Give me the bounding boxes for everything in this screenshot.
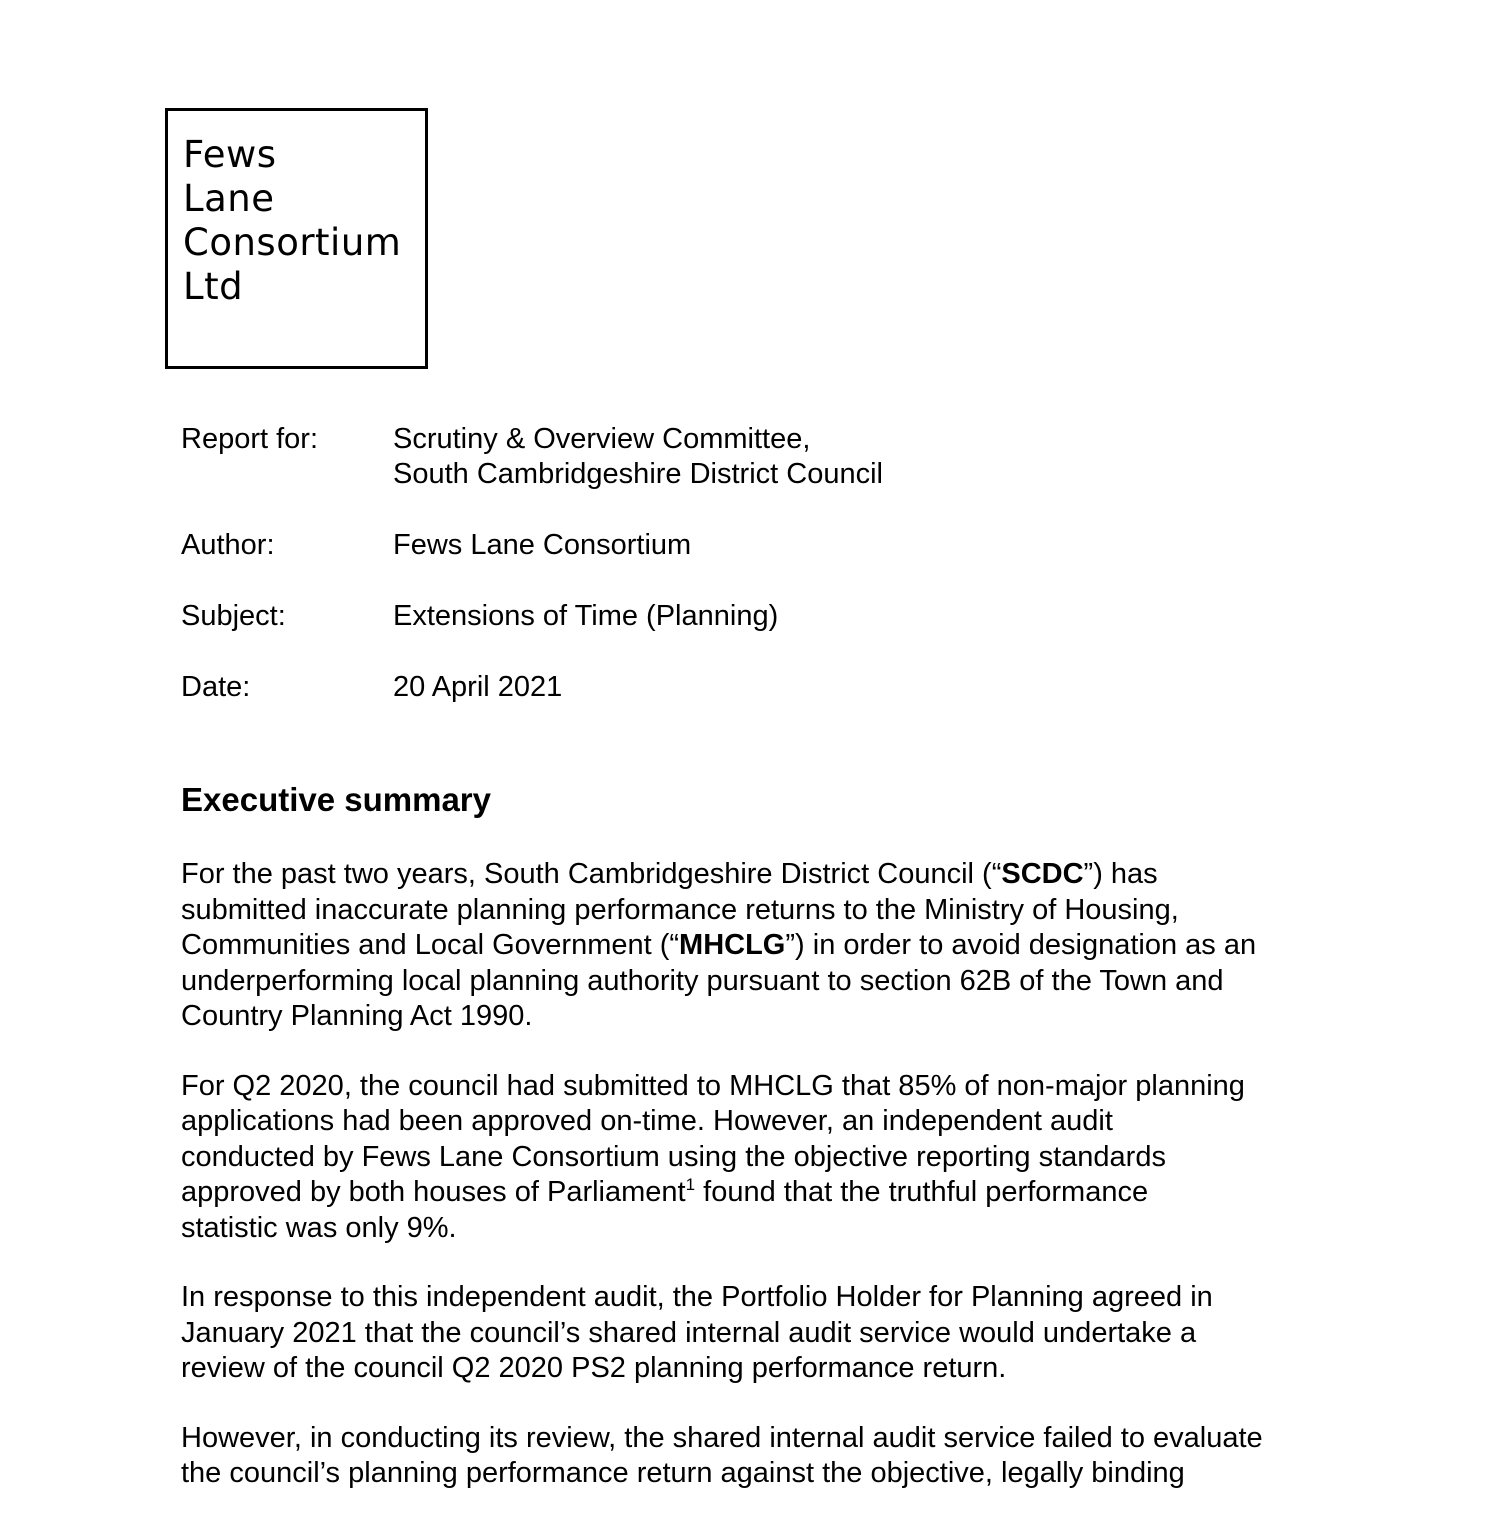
paragraph-1-line-5: Country Planning Act 1990.: [181, 1000, 533, 1032]
executive-summary-heading: Executive summary: [181, 781, 492, 818]
text-span: For the past two years, South Cambridgeshire District Council (“: [181, 858, 1002, 890]
report-for-value-line-2: South Cambridgeshire District Council: [393, 458, 883, 490]
meta-row-subject: [181, 599, 883, 634]
paragraph-4-line-1: However, in conducting its review, the shared internal audit service failed to evaluate: [181, 1421, 1263, 1454]
text-span: ”) has: [1083, 858, 1158, 890]
paragraph-2-line-3: conducted by Fews Lane Consortium using the objective reporting standards: [181, 1140, 1166, 1173]
paragraph-3: [181, 1280, 1341, 1387]
paragraph-2: [181, 1069, 1341, 1247]
paragraph-4: [181, 1421, 1341, 1492]
author-label: Author:: [181, 529, 275, 561]
paragraph-3-line-3: review of the council Q2 2020 PS2 planning performance return.: [181, 1352, 1007, 1384]
scdc-abbreviation: SCDC: [1001, 858, 1084, 890]
date-label: Date:: [181, 671, 251, 703]
text-span: ”) in order to avoid designation as an: [785, 929, 1257, 961]
paragraph-1-line-2: submitted inaccurate planning performance returns to the Ministry of Housing,: [181, 893, 1179, 926]
paragraph-4-line-2: the council’s planning performance return against the objective, legally binding: [181, 1457, 1185, 1489]
executive-summary-body: [181, 857, 1341, 1526]
consortium-logo-box: [165, 108, 428, 369]
report-for-value-line-1: Scrutiny & Overview Committee,: [393, 423, 811, 455]
author-value: Fews Lane Consortium: [393, 529, 692, 561]
paragraph-2-line-1: For Q2 2020, the council had submitted to MHCLG that 85% of non-major planning: [181, 1069, 1245, 1102]
logo-line-4: Ltd: [183, 265, 244, 308]
footnote-reference-1[interactable]: 1: [685, 1175, 696, 1194]
paragraph-2-line-4: [181, 1175, 1341, 1211]
paragraph-1-line-4: underperforming local planning authority pursuant to section 62B of the Town and: [181, 964, 1224, 997]
paragraph-1: [181, 857, 1341, 1035]
text-span: Communities and Local Government (“: [181, 929, 680, 961]
meta-row-date: [181, 670, 883, 705]
logo-line-2: Lane: [183, 177, 275, 220]
meta-row-author: [181, 528, 883, 563]
report-metadata: [181, 422, 883, 705]
subject-label: Subject:: [181, 600, 286, 632]
mhclg-abbreviation: MHCLG: [679, 929, 786, 961]
date-value: 20 April 2021: [393, 671, 563, 703]
report-for-value: [393, 422, 883, 492]
paragraph-3-line-2: January 2021 that the council’s shared internal audit service would undertake a: [181, 1316, 1197, 1349]
consortium-logo-text: [183, 133, 401, 309]
subject-value: Extensions of Time (Planning): [393, 600, 779, 632]
meta-row-report-for: [181, 422, 883, 492]
paragraph-2-line-2: applications had been approved on-time. However, an independent audit: [181, 1105, 1113, 1137]
logo-line-3: Consortium: [183, 221, 402, 264]
paragraph-1-line-3: [181, 928, 1341, 964]
paragraph-2-line-5: statistic was only 9%.: [181, 1211, 457, 1244]
paragraph-1-line-1: [181, 857, 1341, 893]
text-span: found that the truthful performance: [695, 1176, 1149, 1208]
text-span: approved by both houses of Parliament: [181, 1176, 686, 1208]
logo-line-1: Fews: [183, 133, 277, 176]
report-for-label: Report for:: [181, 423, 318, 455]
paragraph-3-line-1: In response to this independent audit, the Portfolio Holder for Planning agreed in: [181, 1281, 1213, 1313]
